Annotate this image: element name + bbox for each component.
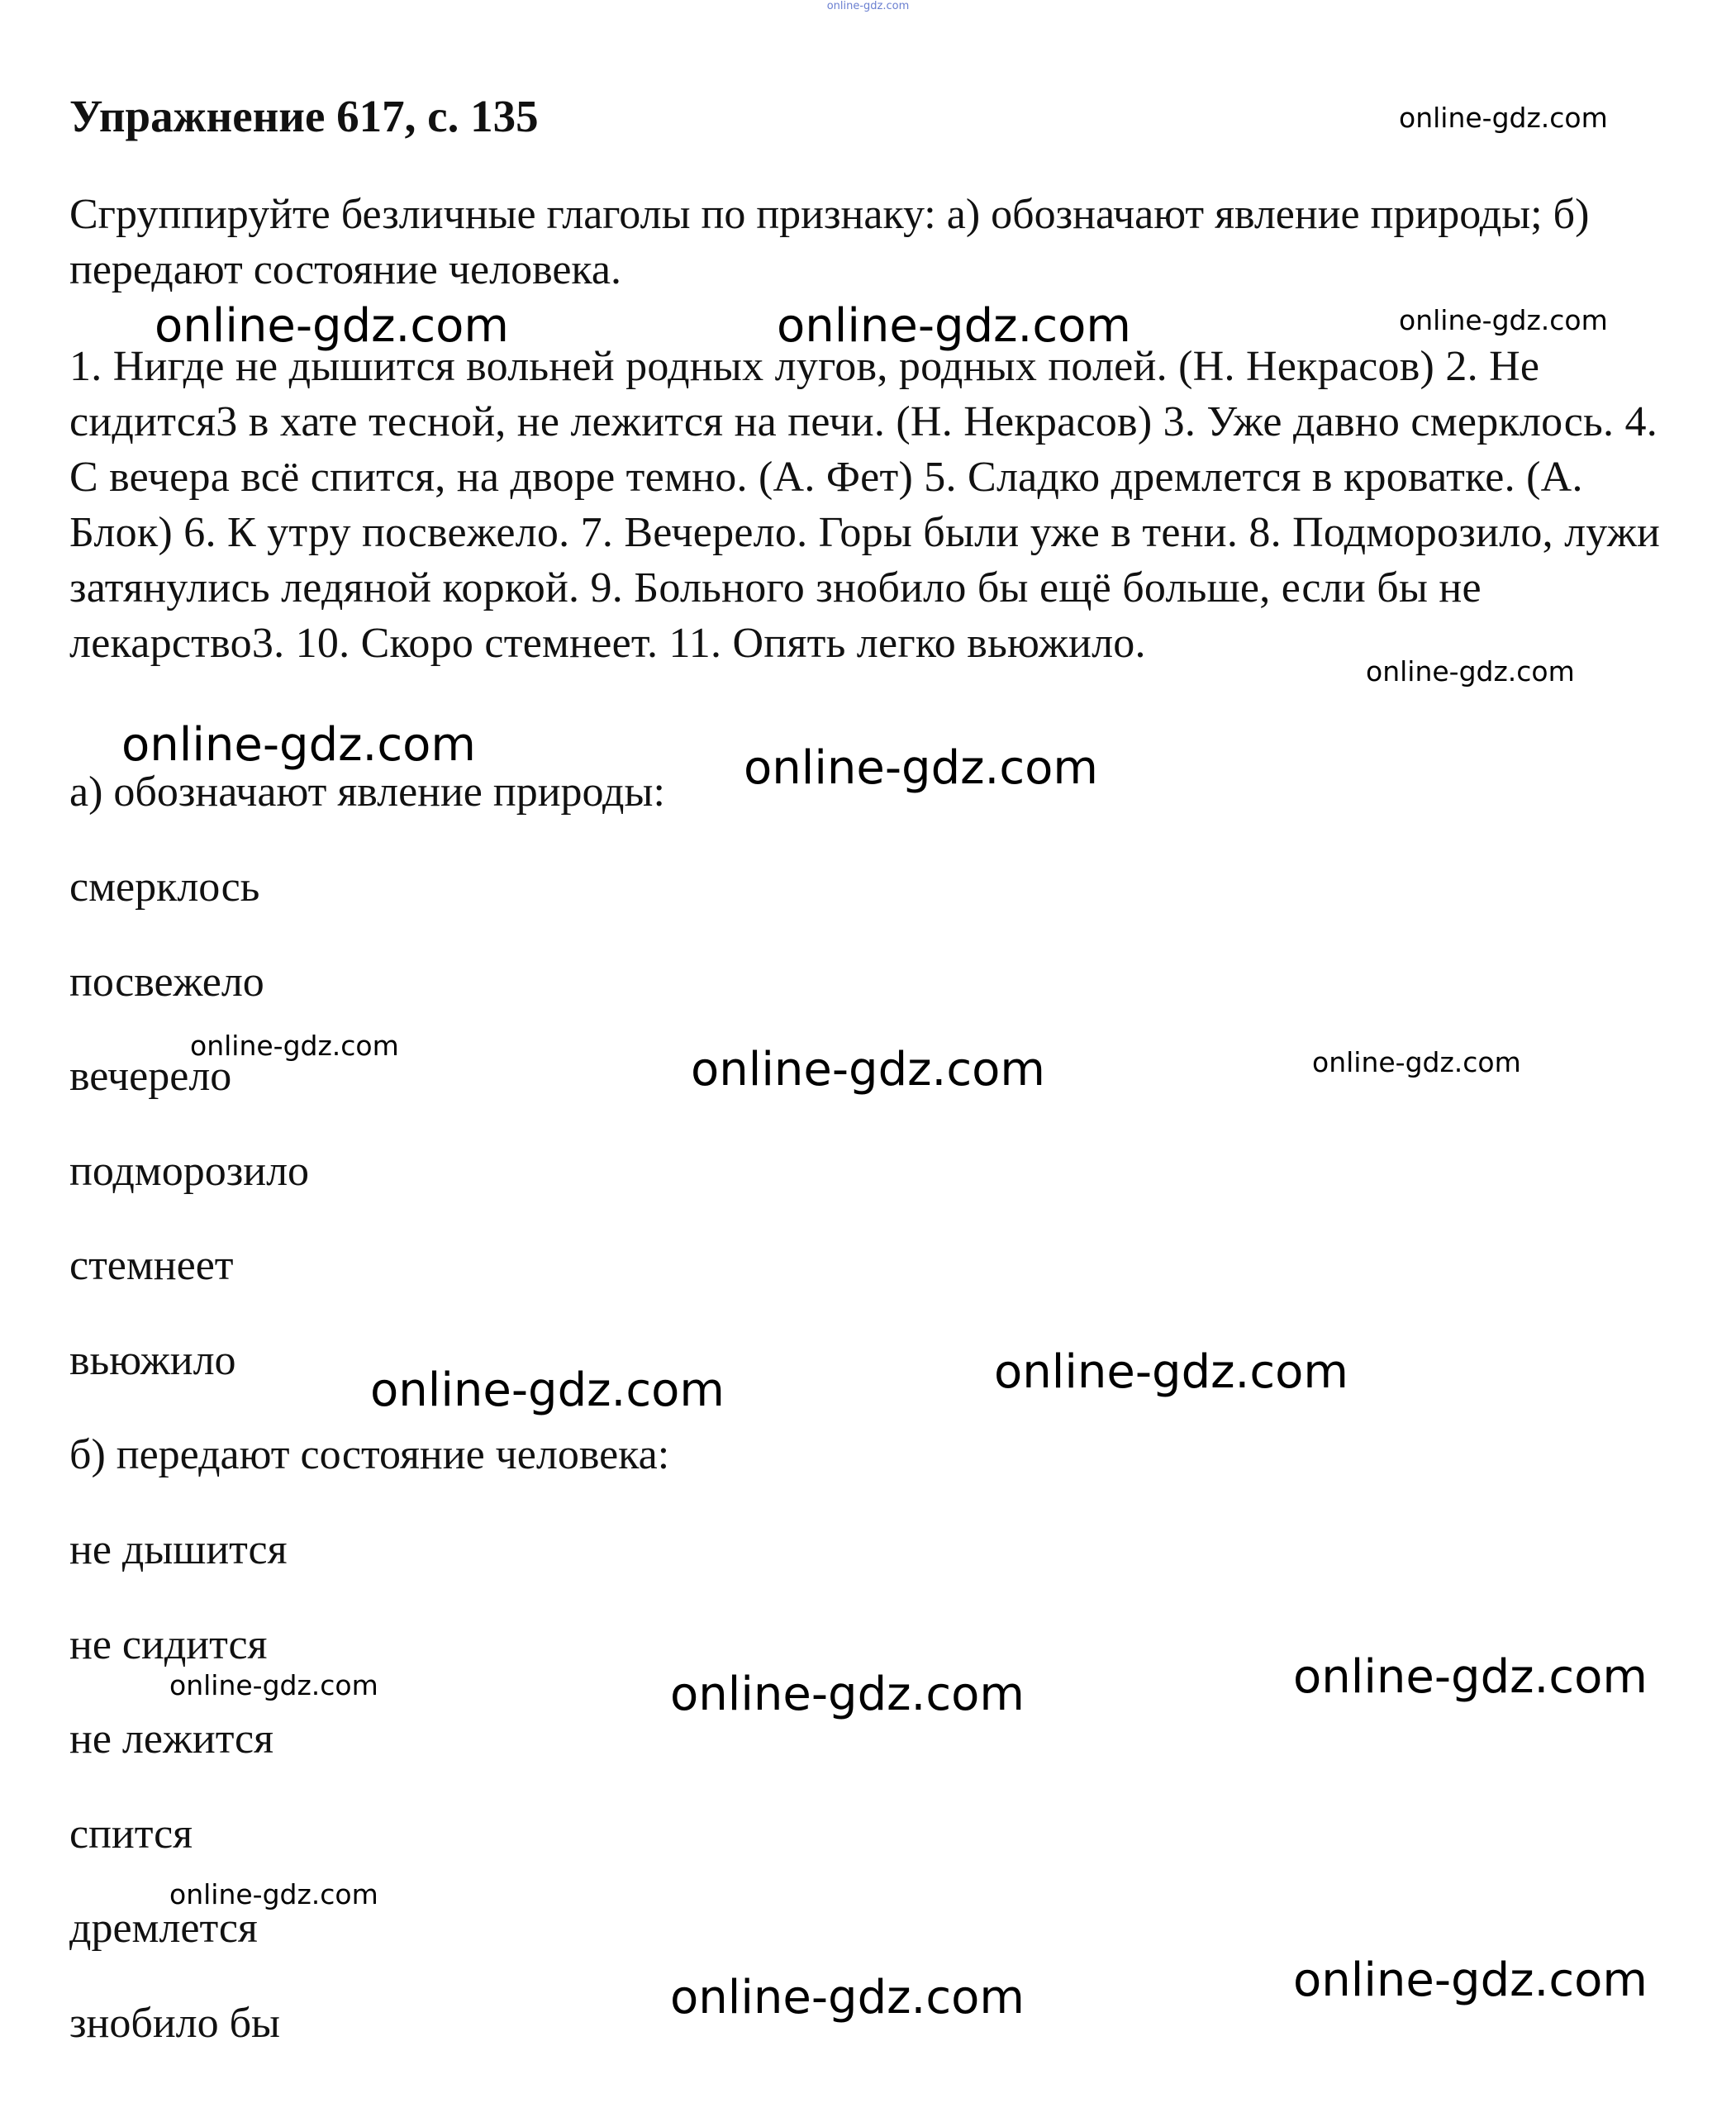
exercise-task: Сгруппируйте безличные глаголы по признаку: а) обозначают явление природы; б) передают состояние человека. — [69, 191, 1590, 293]
list-item: стемнеет — [69, 1242, 234, 1289]
list-item: спится — [69, 1810, 193, 1858]
watermark: online-gdz.com — [994, 1345, 1348, 1399]
watermark: online-gdz.com — [169, 1669, 378, 1701]
exercise-title: Упражнение 617, с. 135 — [69, 91, 539, 141]
header-watermark: online-gdz.com — [826, 0, 910, 12]
watermark: online-gdz.com — [1312, 1046, 1521, 1078]
watermark: online-gdz.com — [1366, 655, 1575, 688]
watermark: online-gdz.com — [691, 1043, 1045, 1097]
list-item: смерклось — [69, 864, 260, 911]
list-item: не дышится — [69, 1526, 288, 1573]
watermark: online-gdz.com — [1293, 1953, 1648, 2007]
watermark: online-gdz.com — [169, 1878, 378, 1910]
exercise-text: 1. Нигде не дышится вольней родных лугов, родных полей. (Н. Некрасов) 2. Не сидится3 в хате тесной, не лежится на печи. (Н. Некрасов) 3. Уже давно смерклось. 4. С вечера всё спится, на дворе темно. (А. Фет) 5. Сладко дремлется в кроватке. (А. Блок) 6. К утру посвежело. 7. Вечерело. Горы были уже в тени. 8. Подморозило, лужи затянулись ледяной коркой. 9. Больного знобило бы ещё больше, если бы не лекарство3. 10. Скоро стемнеет. 11. Опять легко вьюжило. — [69, 343, 1661, 667]
watermark: online-gdz.com — [670, 1971, 1025, 2024]
group-b-list — [69, 1523, 288, 2091]
watermark: online-gdz.com — [1399, 102, 1608, 134]
group-a-list — [69, 860, 309, 1428]
list-item: не сидится — [69, 1620, 268, 1668]
watermark: online-gdz.com — [777, 299, 1131, 353]
list-item: подморозило — [69, 1147, 310, 1195]
watermark: online-gdz.com — [121, 718, 476, 772]
watermark: online-gdz.com — [155, 299, 509, 353]
list-item: дремлется — [69, 1905, 258, 1952]
watermark: online-gdz.com — [744, 741, 1098, 795]
list-item: посвежело — [69, 958, 264, 1006]
group-b-heading: б) передают состояние человека: — [69, 1431, 670, 1478]
group-a-heading: а) обозначают явление природы: — [69, 768, 665, 816]
list-item: знобило бы — [69, 1999, 280, 2047]
watermark: online-gdz.com — [1399, 304, 1608, 336]
watermark: online-gdz.com — [1293, 1650, 1648, 1704]
list-item: вьюжило — [69, 1336, 236, 1384]
watermark: online-gdz.com — [670, 1668, 1025, 1721]
watermark: online-gdz.com — [190, 1030, 399, 1062]
list-item: вечерело — [69, 1053, 232, 1100]
watermark: online-gdz.com — [370, 1363, 725, 1417]
list-item: не лежится — [69, 1715, 274, 1763]
